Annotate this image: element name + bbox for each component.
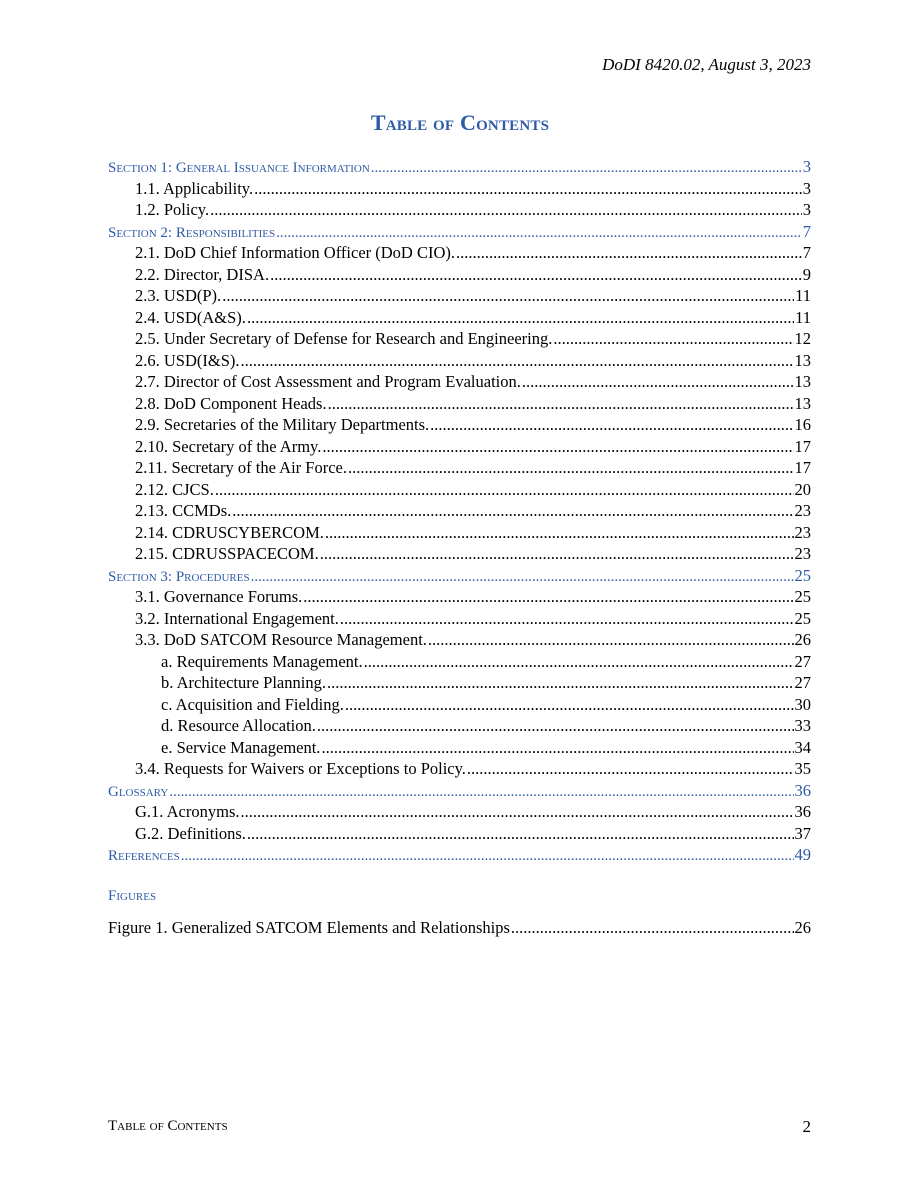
dot-leader	[371, 158, 802, 180]
toc-entry-page[interactable]: 20	[794, 479, 811, 499]
toc-entry-label[interactable]: 1.1. Applicability.	[135, 178, 254, 198]
document-reference-header: DoDI 8420.02, August 3, 2023	[602, 55, 811, 74]
toc-entry-page[interactable]: 23	[794, 522, 811, 542]
toc-entry-page[interactable]: 3	[802, 178, 811, 198]
dot-leader	[340, 608, 794, 630]
toc-entry-label[interactable]: 3.2. International Engagement.	[135, 608, 339, 628]
toc-entry-page[interactable]: 34	[794, 737, 811, 757]
toc-entry-page[interactable]: 36	[794, 780, 811, 800]
toc-entry-label[interactable]: d. Resource Allocation.	[161, 716, 316, 735]
toc-entry-label[interactable]: 2.10. Secretary of the Army.	[135, 436, 322, 456]
toc-section-entry[interactable]	[108, 780, 811, 802]
toc-entry-label[interactable]: Section 1: General Issuance Information	[108, 160, 370, 176]
dot-leader	[251, 567, 794, 589]
dot-leader	[553, 328, 793, 350]
dot-leader	[241, 801, 794, 823]
toc-entry-page[interactable]: 30	[794, 694, 811, 714]
dot-leader	[210, 199, 802, 221]
toc-entry-page[interactable]: 26	[794, 630, 811, 649]
toc-entry[interactable]	[108, 543, 811, 565]
toc-entry-page[interactable]: 49	[794, 845, 811, 864]
dot-leader	[327, 672, 794, 694]
dot-leader	[522, 371, 794, 393]
dot-leader	[276, 223, 802, 245]
toc-entry[interactable]	[108, 672, 811, 694]
toc-entry[interactable]	[108, 629, 811, 651]
toc-entry[interactable]	[108, 522, 811, 544]
toc-entry-page[interactable]: 23	[794, 544, 811, 563]
toc-entry-label[interactable]: 2.2. Director, DISA.	[135, 264, 270, 284]
figures-heading: Figures	[108, 888, 157, 904]
toc-entry[interactable]	[108, 608, 811, 630]
toc-entry-page[interactable]: 16	[794, 415, 811, 434]
toc-entry-label[interactable]: 2.13. CCMDs.	[135, 501, 232, 520]
toc-entry-page[interactable]: 37	[794, 823, 811, 843]
dot-leader	[247, 307, 794, 329]
dot-leader	[169, 782, 793, 804]
toc-entry-label[interactable]: 2.7. Director of Cost Assessment and Program Evaluation.	[135, 372, 521, 391]
dot-leader	[328, 393, 794, 415]
toc-section-entry[interactable]	[108, 221, 811, 243]
footer-page-number: 2	[802, 1117, 811, 1136]
toc-entry[interactable]	[108, 823, 811, 845]
dot-leader	[254, 178, 802, 200]
toc-entry-label[interactable]: Section 2: Responsibilities	[108, 224, 276, 241]
toc-entry-page[interactable]: 25	[794, 565, 811, 585]
toc-section-entry[interactable]	[108, 156, 811, 178]
dot-leader	[321, 737, 793, 759]
toc-entry-label[interactable]: b. Architecture Planning.	[161, 673, 326, 692]
dot-leader	[467, 758, 794, 780]
dot-leader	[247, 823, 794, 845]
toc-entry[interactable]	[108, 199, 811, 221]
toc-entry-page[interactable]: 12	[794, 329, 811, 348]
toc-entry-page[interactable]: 7	[802, 221, 811, 241]
toc-entry[interactable]	[108, 436, 811, 458]
toc-entry[interactable]	[108, 694, 811, 716]
toc-entry-label[interactable]: a. Requirements Management.	[161, 651, 363, 671]
toc-entry-label[interactable]: G.1. Acronyms.	[135, 802, 240, 821]
toc-entry-label[interactable]: 2.14. CDRUSCYBERCOM.	[135, 522, 324, 542]
toc-entry-label[interactable]: References	[108, 848, 180, 864]
toc-entry[interactable]	[108, 264, 811, 286]
dot-leader	[364, 651, 794, 673]
dot-leader	[222, 285, 794, 307]
toc-entry-label[interactable]: 2.8. DoD Component Heads.	[135, 393, 327, 413]
toc-entry[interactable]	[108, 500, 811, 522]
dot-leader	[428, 629, 794, 651]
toc-entry-label[interactable]: 3.4. Requests for Waivers or Exceptions to Policy.	[135, 759, 466, 778]
toc-entry[interactable]	[108, 285, 811, 307]
toc-entry-label[interactable]: Section 3: Procedures	[108, 568, 250, 585]
toc-entry-page[interactable]: 17	[794, 458, 811, 477]
dot-leader	[320, 543, 794, 565]
toc-entry[interactable]	[108, 457, 811, 479]
toc-entry-label[interactable]: 2.12. CJCS.	[135, 479, 214, 499]
dot-leader	[215, 479, 794, 501]
dot-leader	[322, 436, 793, 458]
toc-entry[interactable]	[108, 586, 811, 608]
toc-entry-page[interactable]: 26	[794, 918, 811, 937]
toc-entry[interactable]	[108, 801, 811, 823]
toc-entry-label[interactable]: 2.15. CDRUSSPACECOM.	[135, 544, 319, 563]
toc-section-entry[interactable]	[108, 844, 811, 866]
toc-entry-page[interactable]: 25	[794, 587, 811, 606]
toc-entry-page[interactable]: 27	[794, 651, 811, 671]
dot-leader	[430, 414, 793, 436]
toc-entry[interactable]	[108, 651, 811, 673]
toc-entry[interactable]	[108, 371, 811, 393]
toc-entry-page[interactable]: 7	[802, 243, 811, 262]
toc-entry[interactable]	[108, 328, 811, 350]
toc-entry-page[interactable]: 13	[794, 372, 811, 391]
toc-entry[interactable]	[108, 350, 811, 372]
toc-entry[interactable]	[108, 414, 811, 436]
toc-entry-label[interactable]: 2.3. USD(P).	[135, 286, 222, 305]
toc-entry-label[interactable]: G.2. Definitions.	[135, 823, 246, 843]
toc-entry[interactable]	[108, 178, 811, 200]
toc-entry-page[interactable]: 23	[794, 501, 811, 520]
toc-entry-page[interactable]: 9	[802, 264, 811, 284]
toc-entry-page[interactable]: 25	[794, 608, 811, 628]
dot-leader	[317, 715, 794, 737]
dot-leader	[348, 457, 794, 479]
toc-entry-page[interactable]: 35	[794, 759, 811, 778]
toc-entry-label[interactable]: Glossary	[108, 783, 169, 800]
toc-entry-page[interactable]: 3	[802, 200, 811, 219]
toc-entry-label[interactable]: 3.1. Governance Forums.	[135, 587, 303, 606]
toc-entry-page[interactable]: 13	[794, 350, 811, 370]
toc-entry-label[interactable]: 2.4. USD(A&S).	[135, 307, 246, 327]
figures-list	[108, 917, 811, 939]
toc-entry-page[interactable]: 36	[794, 802, 811, 821]
toc-entry-label[interactable]: 2.6. USD(I&S).	[135, 350, 240, 370]
table-of-contents	[108, 156, 811, 866]
footer-section-label: Table of Contents	[108, 1118, 228, 1134]
toc-entry-page[interactable]: 13	[794, 393, 811, 413]
toc-entry-label[interactable]: c. Acquisition and Fielding.	[161, 694, 344, 714]
dot-leader	[232, 500, 793, 522]
toc-entry[interactable]	[108, 242, 811, 264]
dot-leader	[325, 522, 794, 544]
toc-entry[interactable]	[108, 758, 811, 780]
dot-leader	[181, 846, 794, 868]
toc-entry-label[interactable]: 2.9. Secretaries of the Military Departments.	[135, 415, 430, 434]
toc-entry-page[interactable]: 11	[795, 307, 811, 327]
toc-entry-label[interactable]: Figure 1. Generalized SATCOM Elements and Relationships	[108, 918, 510, 937]
toc-entry-page[interactable]: 3	[802, 157, 811, 176]
dot-leader	[303, 586, 793, 608]
toc-entry[interactable]	[108, 307, 811, 329]
page-title: Table of Contents	[370, 110, 550, 135]
toc-entry-page[interactable]: 11	[795, 286, 811, 305]
toc-entry-label[interactable]: 2.5. Under Secretary of Defense for Research and Engineering.	[135, 329, 553, 348]
toc-entry-label[interactable]: 2.11. Secretary of the Air Force.	[135, 458, 347, 477]
toc-entry-page[interactable]: 17	[794, 436, 811, 456]
toc-entry-label[interactable]: 2.1. DoD Chief Information Officer (DoD CIO).	[135, 243, 455, 262]
dot-leader	[456, 242, 802, 264]
toc-entry-label[interactable]: 1.2. Policy.	[135, 200, 210, 219]
toc-entry-page[interactable]: 33	[794, 716, 811, 735]
toc-entry[interactable]	[108, 715, 811, 737]
figure-entry[interactable]	[108, 917, 811, 939]
dot-leader	[345, 694, 794, 716]
toc-section-entry[interactable]	[108, 565, 811, 587]
dot-leader	[511, 917, 794, 939]
toc-entry[interactable]	[108, 737, 811, 759]
toc-entry-label[interactable]: e. Service Management.	[161, 737, 321, 757]
toc-entry-page[interactable]: 27	[794, 673, 811, 692]
dot-leader	[241, 350, 794, 372]
dot-leader	[270, 264, 802, 286]
toc-entry[interactable]	[108, 393, 811, 415]
toc-entry[interactable]	[108, 479, 811, 501]
toc-entry-label[interactable]: 3.3. DoD SATCOM Resource Management.	[135, 630, 427, 649]
